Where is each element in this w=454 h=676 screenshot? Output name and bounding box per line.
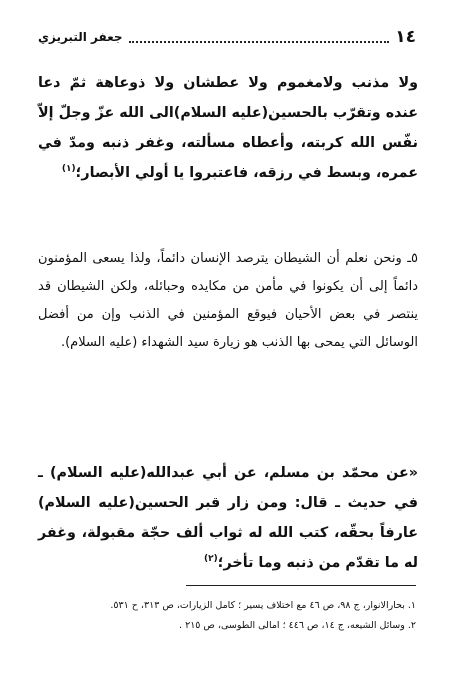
footnote-ref-1: (١) — [61, 164, 76, 175]
paragraph-1-text: ولا مذنب ولامغموم ولا عطشان ولا ذوعاهة ثمّ دعا عنده وتقرّب بالحسين(عليه السلام)الى الله عزّ وجلّ إلاّ نفّس الله كربته، وأعطاه مسألته، وغفر ذنبه ومدّ في عمره، وبسط في رزقه، فاعتبروا يا أولي الأبصار؛ — [38, 75, 418, 181]
footnote-1: ١. بحارالانوار، ج ٩٨، ص ٤٦ مع اختلاف يسير ؛ كامل الزيارات، ص ٣١٣، ح ٥٣١. — [110, 600, 416, 611]
footnotes — [36, 596, 416, 636]
page-number: ١٤ — [395, 27, 416, 47]
paragraph-hadith-continuation — [38, 68, 418, 188]
header-dotted-leader — [129, 41, 390, 43]
footnote-separator — [186, 585, 416, 586]
paragraph-hadith-quote — [38, 458, 418, 578]
paragraph-point-5 — [38, 245, 418, 357]
footnote-2: ٢. وسائل الشيعه، ج ١٤، ص ٤٤٦ ؛ امالى الطوسى، ص ٢١٥ . — [179, 620, 416, 631]
running-head-author: جعفر التبريزي — [38, 30, 123, 44]
page-header — [38, 26, 416, 48]
paragraph-3-text: «عن محمّد بن مسلم، عن أبي عبدالله(عليه السلام) ـ في حديث ـ قال: ومن زار قبر الحسين(عليه السلام) عارفاً بحقّه، كتب الله له ثواب ألف حجّة مقبولة، وغفر له ما تقدّم من ذنبه وما تأخر؛ — [38, 465, 418, 571]
paragraph-2-text: ٥ـ ونحن نعلم أن الشيطان يترصد الإنسان دائماً، ولذا يسعى المؤمنون دائماً إلى أن يكونوا في مأمن من مكايده وحبائله، ولكن الشيطان قد ينتصر في بعض الأحيان فيوقع المؤمنين في الذنب وإن من أفضل الوسائل التي يمحى بها الذنب هو زيارة سيد الشهداء (عليه السلام). — [38, 251, 418, 350]
footnote-ref-2: (٢) — [204, 554, 218, 565]
